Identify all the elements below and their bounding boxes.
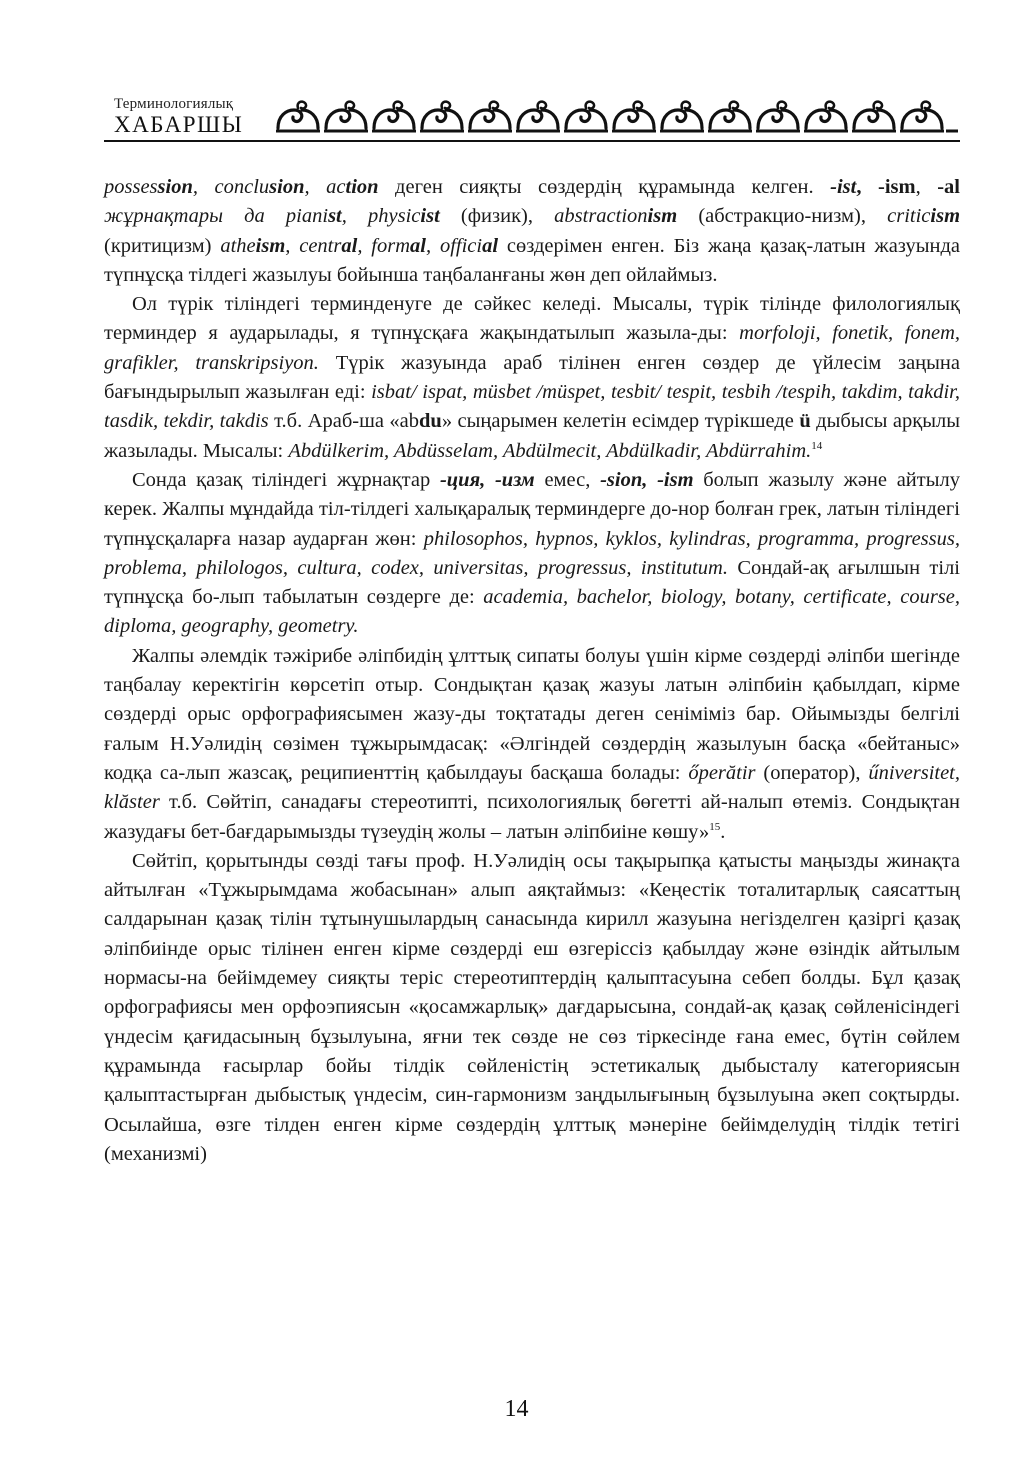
- page-header: [104, 96, 960, 146]
- paragraph: Сөйтіп, қорытынды сөзді тағы проф. Н.Уәлидің осы тақырыпқа қатысты маңызды жинақта айтылған «Тұжырымдама жобасынан» алып аяқтаймыз: «Кеңестік тоталитарлық саясаттың салдарынан қазақ тілін тұтынушылардың санасында кирилл жазуына негізделген қазіргі қазақ әліпбиінде орыс тілінен енген кірме сөздерді еш өзгеріссіз қабылдау және өзіндік айтылым нормасы-на бейімдемеу сияқты теріс стереотиптердің қалыптасуына себеп болды. Бұл қазақ орфографиясы мен орфоэпиясын «қосамжарлық» дағдарысына, сондай-ақ қазақ сөйленісіндегі үндесім қағидасының бұзылуына, яғни тек сөзде не сөз тіркесінде ғана емес, бүтін сөйлем құрамында ғасырлар бойы тілдік сөйленістің эстетикалық дыбысталу категориясын қалыптастырған дыбыстық үндесім, син-гармонизм заңдылығының бұзылуына әкеп соқтырды. Осылайша, өзге тілден енген кірме сөздердің ұлттық мәнеріне бейімделудің тілдік тетігі (механизмі): [104, 849, 960, 1165]
- journal-title-big: ХАБАРШЫ: [114, 112, 244, 137]
- header-divider: [104, 140, 960, 142]
- paragraph: Жалпы әлемдік тәжірибе әліпбидің ұлттық сипаты болуы үшін кірме сөздерді әліпби шегінде таңбалау керектігін көрсетіп отыр. Сондықтан қазақ жазуы латын әліпбиін қабылдап, кірме сөздерді орыс орфографиясымен жазу-ды тоқтатады деген сеніміміз бар. Ойымызды белгілі ғалым Н.Уәлидің сөзімен тұжырымдасақ: «Әлгіндей сөздердің жазылуын басқа «бейтаныс» кодқа са-лып жазсақ, реципиенттің қабылдауы басқаша болады: őperătir (оператор), űniversitet, klăster т.б. Сөйтіп, санадағы стереотипті, психологиялық бөгетті ай-налып өтеміз. Сондықтан жазудағы бет-бағдарымызды түзеудің жолы – латын әліпбиіне көшу»$^{15}$.: [104, 644, 961, 843]
- paragraph: Ол түрік тіліндегі терминденуге де сәйкес келеді. Мысалы, түрік тілінде филологиялық терминдер я аударылады, я түпнұсқаға жақындатылып жазыла-ды: morfoloji, fonetik, fonem, grafikler, transkripsiyon. Түрік жазуында араб тілінен енген сөздер де үйлесім заңына бағындырылып жазылған еді: isbat/ ispat, müsbet /müspet, tesbit/ tespit, tesbih /tespih, takdim, takdir, tasdik, tekdir, takdis т.б. Араб-ша «abdu» сыңарымен келетін есімдер түрікшеде ü дыбысы арқылы жазылады. Мысалы: Abdülkerim, Abdüsselam, Abdülmecit, Abdülkadir, Abdürrahim.$^{14}$: [104, 293, 960, 462]
- paragraph: possession, conclusion, action деген сияқты сөздердің құрамында келген. -ist, -ism, -al жұрнақтары да pianist, physicist (физик), abstractionism (абстракцио-низм), criticism (критицизм) atheism, central, formal, official сөздерімен енген. Біз жаңа қазақ-латын жазуында түпнұсқа тілдегі жазылуы бойынша таңбаланғаны жөн деп ойлаймыз.: [104, 176, 961, 286]
- journal-title: [114, 96, 264, 138]
- journal-title-small: Терминологиялық: [114, 96, 234, 112]
- paragraph: Сонда қазақ тіліндегі жұрнақтар -ция, -изм емес, -sion, -ism болып жазылу және айтылу керек. Жалпы мұндайда тіл-тілдегі халықаралық терминдерге до-нор болған грек, латын тіліндегі түпнұсқаларға назар аударған жөн: philosophos, hypnos, kyklos, kylindras, programma, progressus, problema, philologos, cultura, codex, universitas, progressus, institutum. Сондай-ақ ағылшын тілі түпнұсқа бо-лып табылатын сөздерге де: academia, bachelor, biology, botany, certificate, course, diploma, geography, geometry.: [104, 468, 961, 638]
- article-body: [104, 173, 960, 1169]
- page-number: 14: [504, 1396, 529, 1422]
- ornament-border-icon: [274, 98, 958, 136]
